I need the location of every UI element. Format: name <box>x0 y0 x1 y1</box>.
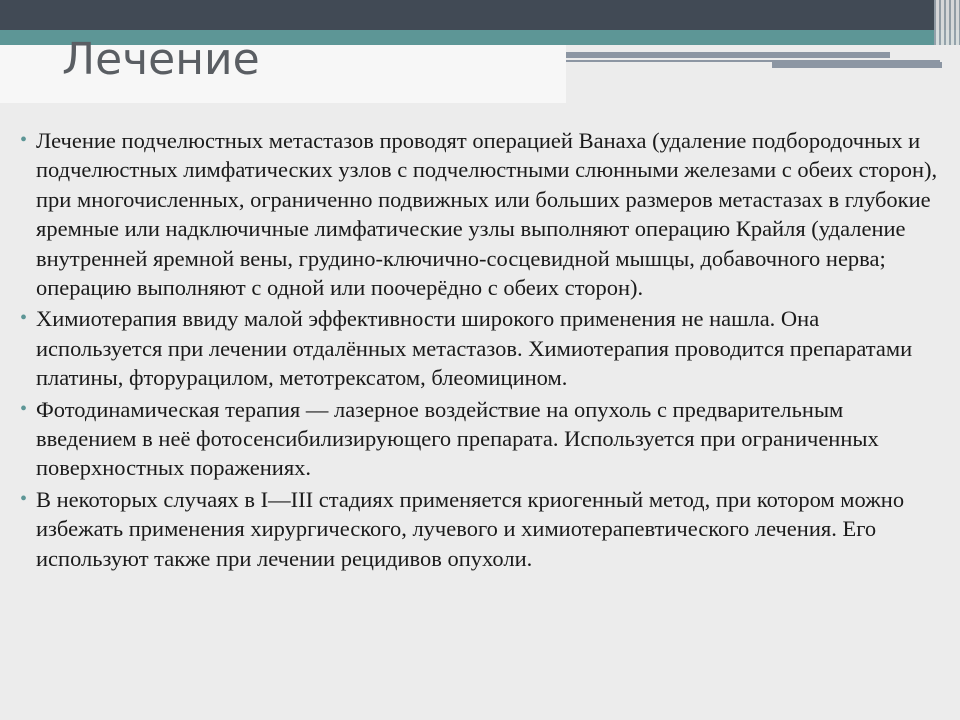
bullet-marker: • <box>20 129 28 151</box>
bullet-item-3 <box>20 395 938 483</box>
top-header-band <box>0 0 960 30</box>
bullet-list <box>20 126 938 573</box>
bullet-item-4 <box>20 485 938 573</box>
bullet-marker: • <box>20 397 28 420</box>
decorative-line-bottom <box>772 62 942 68</box>
bullet-text: В некоторых случаях в I—III стадиях применяется криогенный метод, при котором можно избежать применения хирургического, лучевого и химиотерапевтического лечения. Его используют также при лечении рецидивов опухоли. <box>36 486 905 571</box>
bullet-text: Химиотерапия ввиду малой эффективности широкого применения не нашла. Она используется при лечении отдалённых метастазов. Химиотерапия проводится препаратами платины, фторурацилом, метотрексатом, блеомицином. <box>36 306 913 391</box>
bullet-marker: • <box>20 487 28 510</box>
bullet-item-1 <box>20 126 938 302</box>
slide-title: Лечение <box>62 34 260 85</box>
bullet-text: Лечение подчелюстных метастазов проводят операцией Ванаха (удаление подбородочных и подчелюстных лимфатических узлов с подчелюстными слюнными железами с обеих сторон), при многочисленных, ограниченно подвижных или больших размеров метастазах в глубокие яремные или надключичные лимфатические узлы выполняют операцию Крайля (удаление внутренней яремной вены, грудино-ключично-сосцевидной мышцы, добавочного нерва; операцию выполняют с одной или поочерёдно с обеих сторон). <box>36 128 938 301</box>
bullet-text: Фотодинамическая терапия — лазерное воздействие на опухоль с предварительным введением в неё фотосенсибилизирующего препарата. Используется при ограниченных поверхностных поражениях. <box>36 396 879 481</box>
bullet-item-2 <box>20 304 938 392</box>
decorative-line-top <box>566 52 890 58</box>
bullet-marker: • <box>20 307 28 330</box>
